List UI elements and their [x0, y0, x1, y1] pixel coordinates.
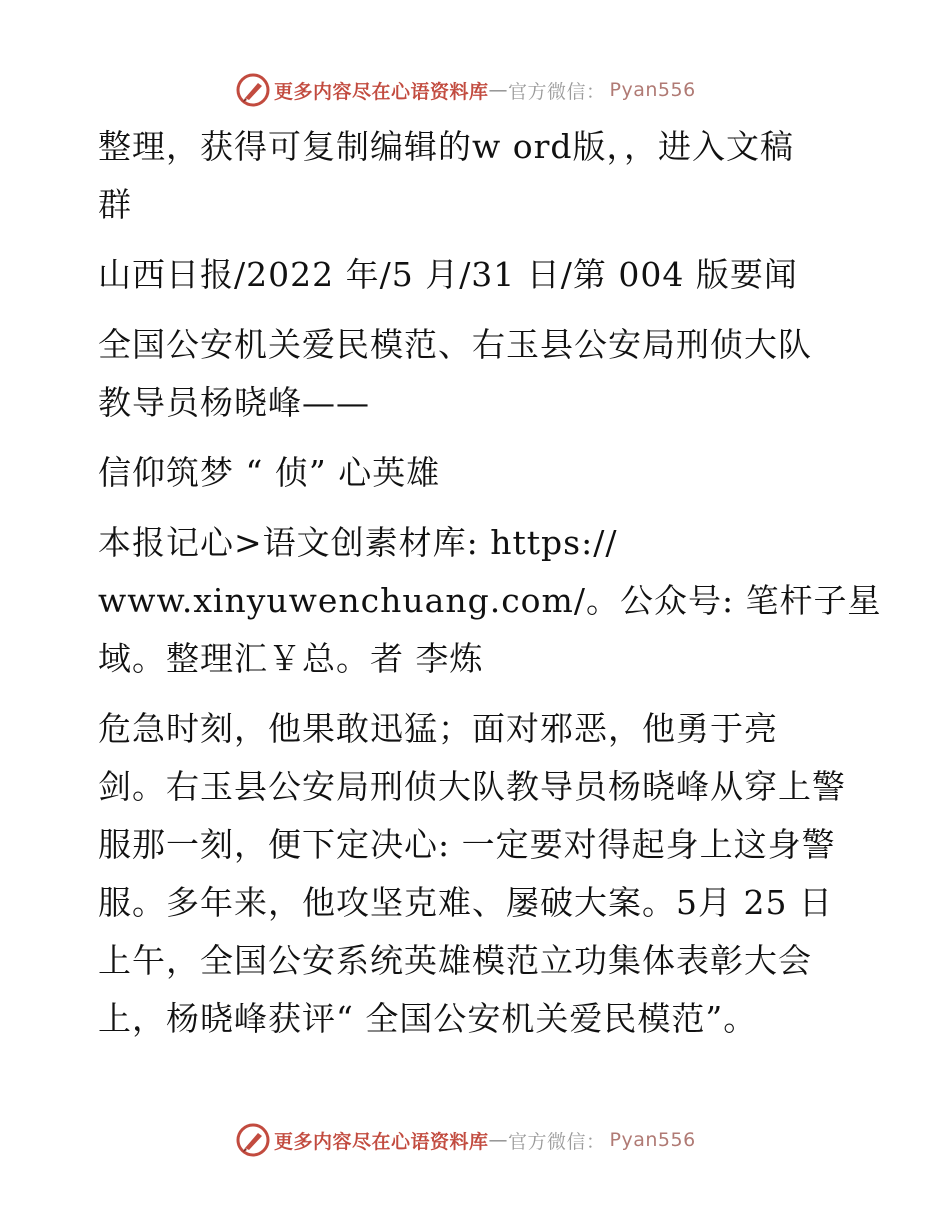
watermark-label: 官方微信：: [508, 1130, 606, 1153]
text-line: www.xinyuwenchuang.com/。公众号: 笔杆子星: [98, 581, 882, 620]
watermark-text: 更多内容尽在心语资料库: [274, 80, 489, 103]
text-line: 山西日报/2022 年/5 月/31 日/第 004 版要闻: [98, 255, 798, 294]
text-line: 服。多年来，他攻坚克难、屡破大案。5月 25 日: [98, 883, 833, 922]
text-line: 上，杨晓峰获评“ 全国公安机关爱民模范”。: [98, 999, 758, 1038]
watermark-separator: —: [488, 1129, 509, 1151]
text-line: 群: [98, 185, 132, 224]
watermark-wechat-id: Pyan556: [609, 1129, 696, 1151]
watermark-wechat-id: Pyan556: [609, 79, 696, 101]
text-line: 上午，全国公安系统英雄模范立功集体表彰大会: [98, 941, 812, 980]
text-line: 危急时刻，他果敢迅猛；面对邪恶，他勇于亮: [98, 709, 778, 748]
document-body: [98, 118, 882, 1048]
text-line: 本报记心>语文创素材库: https://: [98, 523, 618, 562]
watermark-text: 更多内容尽在心语资料库: [274, 1130, 489, 1153]
paragraph-subtitle: [98, 316, 858, 432]
text-line: 全国公安机关爱民模范、右玉县公安局刑侦大队: [98, 325, 812, 364]
header-watermark: [0, 70, 950, 110]
watermark-separator: —: [488, 79, 509, 101]
pen-logo-icon: [236, 73, 270, 107]
paragraph-lead: [98, 700, 858, 1048]
text-line: 剑。右玉县公安局刑侦大队教导员杨晓峰从穿上警: [98, 767, 846, 806]
footer-watermark: [0, 1120, 950, 1160]
paragraph-title: [98, 444, 858, 502]
watermark-label: 官方微信：: [508, 80, 606, 103]
text-line: 域。整理汇￥总。者 李炼: [98, 639, 484, 678]
text-line: 整理，获得可复制编辑的w ord版，，进入文稿: [98, 127, 795, 166]
article-title: 信仰筑梦 “ 侦” 心英雄: [98, 453, 441, 492]
text-line: 教导员杨晓峰——: [98, 383, 370, 422]
paragraph-source: [98, 246, 858, 304]
pen-logo-icon: [236, 1123, 270, 1157]
text-line: 服那一刻，便下定决心: 一定要对得起身上这身警: [98, 825, 836, 864]
paragraph-byline: [98, 514, 882, 688]
paragraph-intro: [98, 118, 858, 234]
